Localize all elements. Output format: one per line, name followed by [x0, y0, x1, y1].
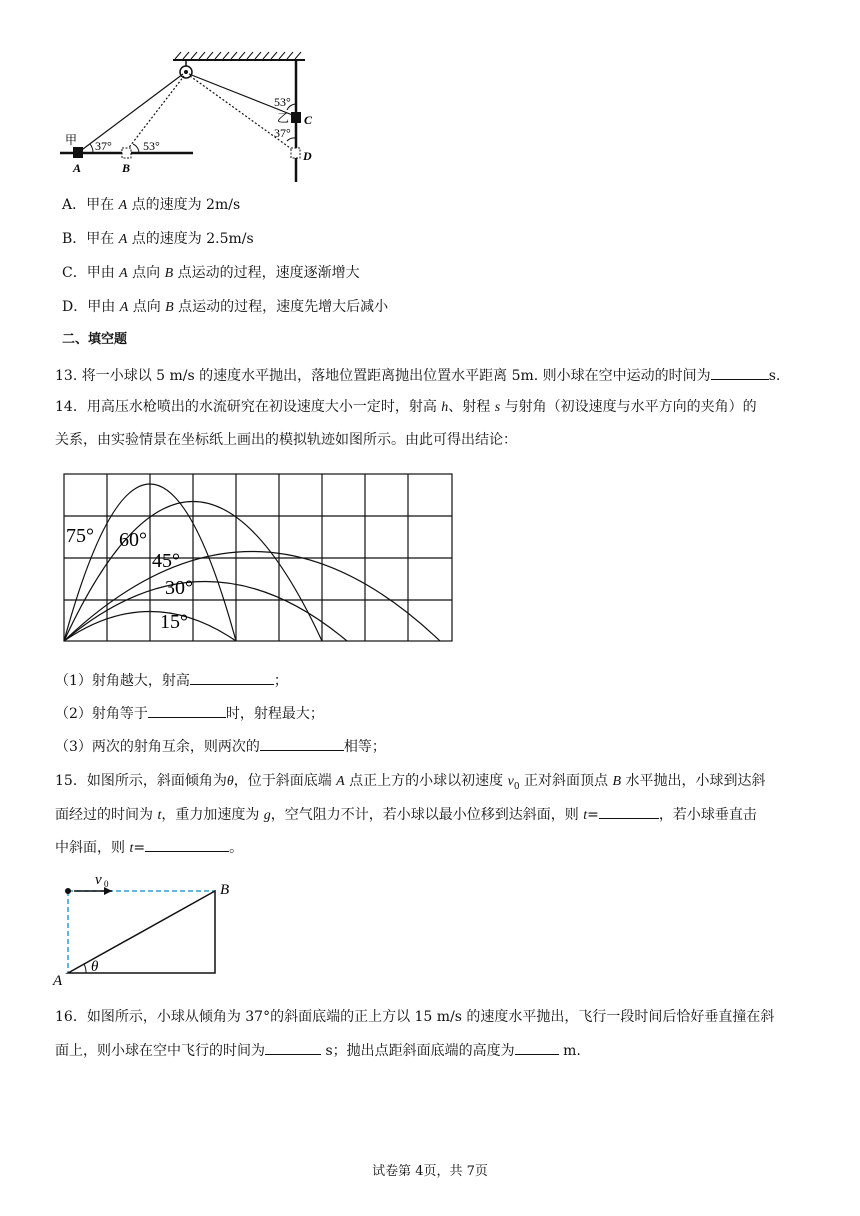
angle-A: 37°	[95, 139, 112, 153]
question-15-line3: 中斜面，则 t= 。	[55, 837, 243, 859]
angle-label-15: 15°	[160, 611, 188, 633]
point-D: D	[303, 149, 312, 163]
point-A: A	[73, 161, 82, 175]
question-15-line1: 15．如图所示，斜面倾角为θ，位于斜面底端 A 点正上方的小球以初速度 $v_0$ 正对斜面顶点 B 水平抛出，小球到达斜	[55, 773, 766, 792]
option-c: C．甲由 A 点向 B 点运动的过程，速度逐渐增大	[62, 265, 360, 281]
section-title: 二、填空题	[62, 332, 128, 347]
fig-point-B: B	[220, 882, 230, 898]
option-a: A．甲在 A 点的速度为 2m/s	[62, 197, 241, 213]
question-16-line2: 面上，则小球在空中飞行的时间为 s；抛出点距斜面底端的高度为 m.	[55, 1040, 581, 1061]
angle-D: 37°	[274, 126, 291, 140]
angle-B: 53°	[143, 139, 160, 153]
pulley-figure	[55, 50, 315, 185]
incline-figure	[50, 870, 250, 990]
question-14-sub3: （3）两次的射角互余，则两次的 相等；	[55, 736, 386, 757]
fig-point-A: A	[53, 973, 63, 989]
point-B: B	[122, 161, 131, 175]
question-15-line2: 面经过的时间为 t，重力加速度为 g，空气阻力不计，若小球以最小位移到达斜面，则 t= ，若小球垂直击	[55, 804, 757, 826]
question-14-sub2: （2）射角等于 时，射程最大；	[55, 703, 324, 724]
angle-label-45: 45°	[152, 550, 180, 572]
ball-icon	[65, 888, 71, 894]
trajectory-grid-figure	[62, 472, 456, 644]
fig-v0-sub: 0	[104, 879, 109, 889]
question-14-line2: 关系，由实验情景在坐标纸上画出的模拟轨迹如图所示。由此可得出结论：	[55, 432, 517, 448]
option-d: D．甲由 A 点向 B 点运动的过程，速度先增大后减小	[62, 299, 389, 315]
point-C: C	[304, 113, 313, 127]
question-13: 13. 将一小球以 5 m/s 的速度水平抛出，落地位置距离抛出位置水平距离 5m. 则小球在空中运动的时间为 s.	[55, 365, 780, 386]
angle-label-60: 60°	[119, 529, 147, 551]
fig-v0: v	[95, 872, 102, 888]
question-16-line1: 16．如图所示，小球从倾角为 37°的斜面底端的正上方以 15 m/s 的速度水平抛出，飞行一段时间后恰好垂直撞在斜	[55, 1009, 775, 1025]
angle-label-75: 75°	[66, 525, 94, 547]
angle-label-30: 30°	[165, 577, 193, 599]
fig-theta: θ	[91, 959, 99, 975]
question-14-line1: 14．用高压水枪喷出的水流研究在初设速度大小一定时，射高 h、射程 s 与射角（初设速度与水平方向的夹角）的	[55, 399, 757, 415]
angle-C: 53°	[274, 95, 291, 109]
option-b: B．甲在 A 点的速度为 2.5m/s	[62, 231, 254, 247]
label-yi: 乙	[277, 111, 290, 125]
label-jia: 甲	[65, 133, 78, 147]
question-14-sub1: （1）射角越大，射高 ；	[55, 670, 288, 691]
page-footer: 试卷第 4页，共 7页	[372, 1164, 488, 1179]
